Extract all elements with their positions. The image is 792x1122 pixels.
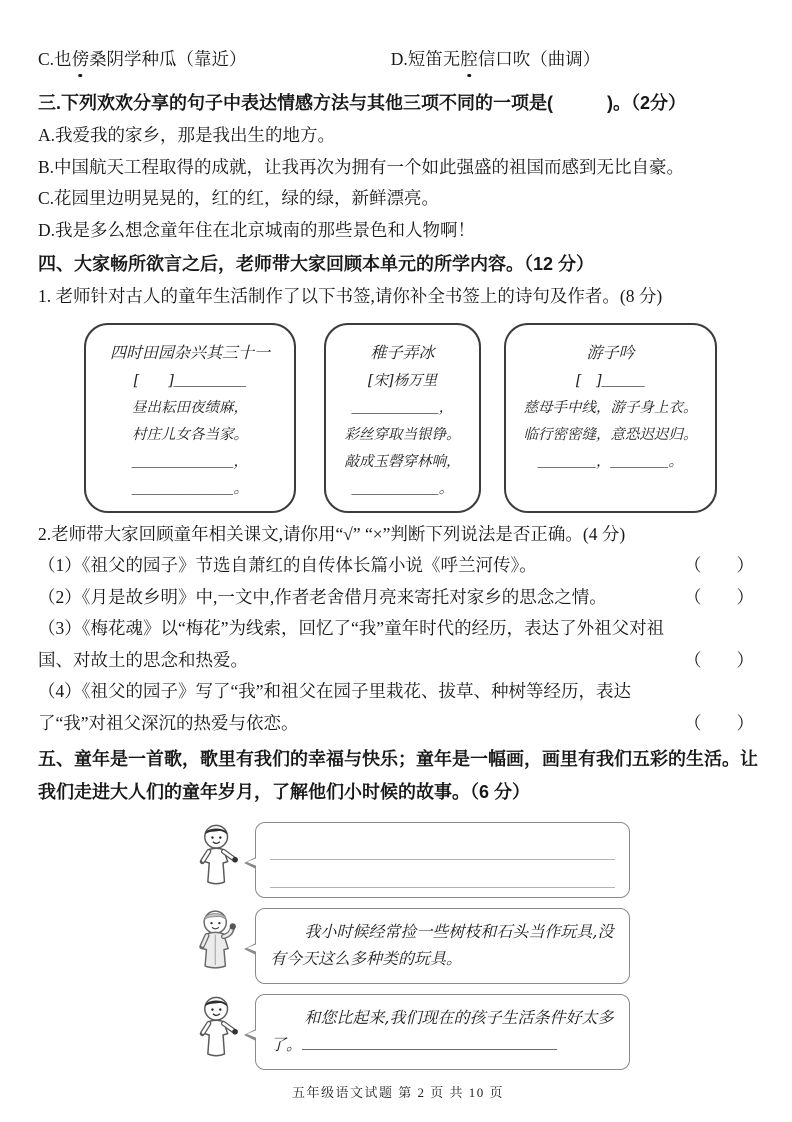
- judgment3-answer-paren: （ ）: [684, 649, 754, 670]
- dialogue-row-2: [190, 907, 630, 984]
- judgment1-text: （1）《祖父的园子》节选自萧红的自传体长篇小说《呼兰河传》。: [38, 555, 537, 575]
- dialogue2-speech-bubble: [255, 908, 630, 984]
- judgment2-answer-paren: （ ）: [684, 586, 754, 607]
- dialogue1-speech-bubble: [255, 822, 630, 898]
- bookmark2-blank-line2: ＿＿＿＿＿＿。: [351, 480, 454, 497]
- dialogue3-text: 和您比起来,我们现在的孩子生活条件好太多了。: [270, 1007, 614, 1054]
- page-footer: 五年级语文试题 第 2 页 共 10 页: [291, 1085, 504, 1100]
- judgment-item-4: [38, 676, 758, 739]
- bookmark3-title: 游子吟: [586, 342, 635, 362]
- judgment-item-2: [38, 582, 758, 614]
- bookmark-card-zhizinongbing: [324, 323, 481, 513]
- boy-avatar-illustration: [190, 993, 248, 1070]
- section3-option-a: A.我爱我的家乡，那是我出生的地方。: [38, 125, 336, 145]
- judgment-item-3: [38, 613, 758, 676]
- bookmark1-blank-line1: ＿＿＿＿＿＿＿，: [132, 453, 248, 470]
- dialogue-row-1: [190, 821, 630, 898]
- judgment2-text: （2）《月是故乡明》中,一文中,作者老舍借月亮来寄托对家乡的思念之情。: [38, 586, 607, 607]
- bookmark-card-sishitianyuan: [84, 323, 296, 513]
- judgment1-answer-paren: （ ）: [684, 555, 754, 575]
- dialogue1-blank-line-2: [270, 860, 615, 888]
- dialogue1-blank-line-1: [270, 832, 615, 860]
- prev-option-d-emphasized-char: 腔: [460, 44, 478, 74]
- bookmark2-author: [宋]杨万里: [367, 372, 438, 389]
- dialogue3-speech-bubble: [255, 994, 630, 1070]
- bookmark1-title: 四时田园杂兴其三十一: [109, 342, 270, 362]
- judgment3-text: （3）《梅花魂》以“梅花”为线索，回忆了“我”童年时代的经历，表达了外祖父对祖国、对故土的思念和热爱。: [38, 618, 665, 670]
- judgment4-answer-paren: （ ）: [684, 712, 754, 733]
- prev-question-options-row: [38, 44, 758, 74]
- grandfather-avatar-illustration: [190, 907, 248, 984]
- prev-option-c-pre: C.也: [38, 49, 72, 69]
- bookmark3-verse-line2: 临行密密缝，意恐迟迟归。: [523, 426, 698, 443]
- bookmark2-verse-line1: 彩丝穿取当银铮。: [344, 426, 461, 443]
- section4-heading: 四、大家畅所欲言之后，老师带大家回顾本单元的所学内容。（12 分）: [38, 254, 595, 274]
- bookmark1-verse-line1: 昼出耘田夜绩麻，: [132, 399, 248, 416]
- judgment-item-1: [38, 550, 758, 582]
- dialogue3-blank-line: [302, 1034, 557, 1050]
- bookmark-cards: [84, 323, 758, 513]
- boy-avatar-illustration: [190, 821, 248, 898]
- section4-question1: 1. 老师针对古人的童年生活制作了以下书签,请你补全书签上的诗句及作者。(8 分): [38, 286, 663, 306]
- prev-option-d-post: 信口吹（曲调）: [477, 49, 601, 69]
- bookmark3-verse-line1: 慈母手中线，游子身上衣。: [523, 399, 698, 416]
- bookmark3-blank-line: ＿＿＿＿，＿＿＿＿。: [538, 453, 683, 470]
- bookmark2-verse-line2: 敲成玉磬穿林响，: [344, 453, 461, 470]
- prev-option-d-pre: D.短笛无: [390, 49, 461, 69]
- prev-option-c-post: 桑阴学种瓜（靠近）: [89, 49, 247, 69]
- prev-option-c: [38, 44, 391, 74]
- bookmark2-title: 稚子弄冰: [370, 342, 435, 362]
- section4-question2: 2.老师带大家回顾童年相关课文,请你用“√” “×”判断下列说法是否正确。(4 分): [38, 523, 626, 544]
- section3-heading: 三.下列欢欢分享的句子中表达情感方法与其他三项不同的一项是( )。（2分）: [38, 93, 686, 113]
- section3-option-b: B.中国航天工程取得的成就，让我再次为拥有一个如此强盛的祖国而感到无比自豪。: [38, 156, 685, 177]
- bookmark2-blank-line1: ＿＿＿＿＿＿，: [351, 399, 454, 416]
- section3-option-d: D.我是多么想念童年住在北京城南的那些景色和人物啊！: [38, 219, 476, 240]
- dialogue-row-3: [190, 993, 630, 1070]
- dialogue2-text: 我小时候经常捡一些树枝和石头当作玩具,没有今天这么多种类的玩具。: [270, 921, 614, 968]
- bookmark3-author-blank: [ ]＿＿＿: [575, 372, 646, 389]
- prev-option-c-emphasized-char: 傍: [72, 44, 90, 74]
- bookmark1-author-blank: [ ]＿＿＿＿＿: [133, 372, 247, 389]
- section5-heading: 五、童年是一首歌，歌里有我们的幸福与快乐；童年是一幅画，画里有我们五彩的生活。让我们走进大人们的童年岁月，了解他们小时候的故事。（6 分）: [38, 749, 758, 802]
- bookmark1-verse-line2: 村庄儿女各当家。: [132, 426, 248, 443]
- judgment4-text: （4）《祖父的园子》写了“我”和祖父在园子里栽花、拔草、种树等经历，表达了“我”对祖父深沉的热爱与依恋。: [38, 681, 632, 733]
- section3-option-c: C.花园里边明晃晃的，红的红，绿的绿，新鲜漂亮。: [38, 188, 440, 208]
- prev-option-d: [391, 44, 758, 74]
- dialogue-area: [190, 821, 630, 1070]
- bookmark-card-youziyin: [504, 323, 717, 513]
- bookmark1-blank-line2: ＿＿＿＿＿＿＿。: [132, 480, 248, 497]
